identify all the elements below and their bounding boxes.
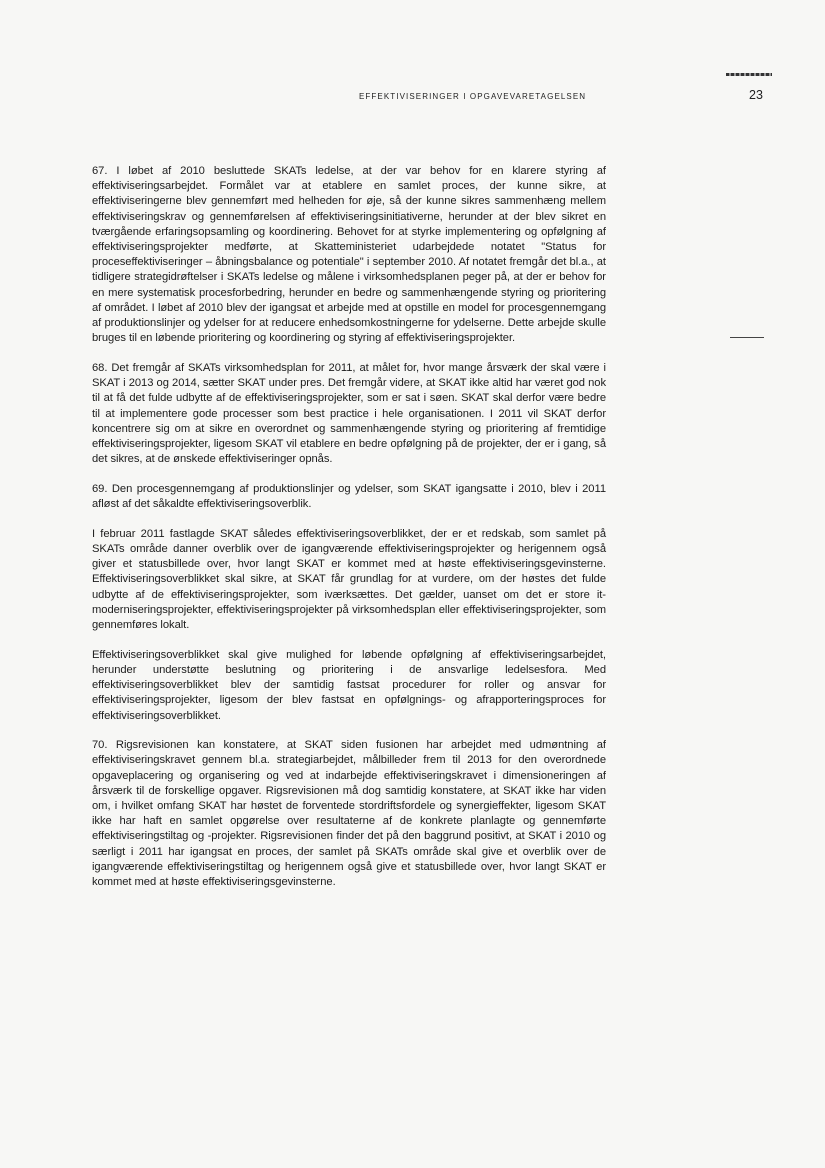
paragraph-67: 67. I løbet af 2010 besluttede SKATs ledelse, at der var behov for en klarere styring af effektiviseringsarbejdet. Formålet var at etablere en samlet proces, der kunne sikre, at effektiviseringerne blev gennemført med helheden for øje, så der kunne sikres sammenhæng mellem effektiviseringskrav og gennemførelsen af effektiviseringsinitiativerne, herunder at der blev sikret en tværgående erfaringsopsamling og koordinering. Behovet for at styrke implementering og opfølgning af effektiviseringsprojekter medførte, at Skatteministeriet udarbejdede notatet "Status for proceseffektiviseringer – åbningsbalance og potentiale" i september 2010. Af notatet fremgår det bl.a., at tidligere strategidrøftelser i SKATs ledelse og målene i virksomhedsplanen peger på, at der er behov for en mere systematisk procesforbedring, herunder en bedre og sammenhængende styring og prioritering af området. I løbet af 2010 blev der igangsat et arbejde med at opstille en model for procesgennemgang af produktionslinjer og ydelser for at reducere enhedsomkostningerne for ydelserne. Dette arbejde skulle bruges til en løbende prioritering og koordinering og styring af effektiviseringsprojekter. bbox=[92, 165, 606, 345]
running-header: EFFEKTIVISERINGER I OPGAVEVARETAGELSEN bbox=[359, 92, 587, 101]
scan-registration-mark bbox=[726, 73, 772, 76]
page-number: 23 bbox=[749, 88, 763, 102]
margin-line bbox=[730, 337, 764, 338]
paragraph-69-followup: Effektiviseringsoverblikket skal give mulighed for løbende opfølgning af effektiviseringsarbejdet, herunder understøtte beslutning og prioritering i de ansvarlige ledelsesfora. Med effektiviseringsoverblikket blev der samtidig fastsat procedurer for roller og ansvar for effektiviseringsprojekter, ligesom der blev fastsat en opfølgnings- og afrapporteringsproces for effektiviseringsoverblikket. bbox=[92, 648, 606, 722]
paragraph-69-overview: I februar 2011 fastlagde SKAT således effektiviseringsoverblikket, der er et redskab, som samlet på SKATs område danner overblik over de igangværende effektiviseringsprojekter og herigennem også giver et statusbillede over, hvor langt SKAT er kommet med at høste effektiviseringsgevinsterne. Effektiviseringsoverblikket skal sikre, at SKAT får grundlag for at vurdere, om der høstes det fulde udbytte af de effektiviseringsprojekter, som iværksættes. Det gælder, uanset om det er store it-moderniseringsprojekter, effektiviseringsprojekter på virksomhedsplan eller effektiviseringsprojekter, som gennemføres lokalt. bbox=[92, 527, 606, 631]
paragraph-70: 70. Rigsrevisionen kan konstatere, at SKAT siden fusionen har arbejdet med udmøntning af effektiviseringskravet gennem bl.a. strategiarbejdet, målbilleder frem til 2013 for den overordnede opgaveplacering og organisering og ved at indarbejde effektiviseringskravet i dimensioneringen af årsværk til de forskellige opgaver. Rigsrevisionen må dog samtidig konstatere, at SKAT ikke har viden om, i hvilket omfang SKAT har høstet de forventede stordriftsfordele og synergieffekter, ligesom SKAT ikke har haft en samlet opgørelse over resultaterne af de konkrete planlagte og gennemførte effektiviseringstiltag og -projekter. Rigsrevisionen finder det på den baggrund positivt, at SKAT i 2010 og særligt i 2011 har igangsat en proces, der samlet på SKATs område skal give et overblik over de igangværende effektiviseringstiltag og herigennem også give et statusbillede over, hvor langt SKAT er kommet med at høste effektiviseringsgevinsterne. bbox=[92, 739, 606, 889]
paragraph-69: 69. Den procesgennemgang af produktionslinjer og ydelser, som SKAT igangsatte i 2010, blev i 2011 afløst af det såkaldte effektiviseringsoverblik. bbox=[92, 482, 606, 511]
body-text bbox=[92, 164, 606, 905]
paragraph-68: 68. Det fremgår af SKATs virksomhedsplan for 2011, at målet for, hvor mange årsværk der skal være i SKAT i 2013 og 2014, sætter SKAT under pres. Det fremgår videre, at SKAT ikke altid har været god nok til at få det fulde udbytte af de effektiviseringsprojekter, som er sat i søen. SKAT skal derfor være bedre til at implementere gode processer som best practice i hele organisationen. I 2011 vil SKAT derfor koncentrere sig om at sikre en overordnet og sammenhængende styring og prioritering af fremtidige effektiviseringsprojekter, ligesom SKAT vil etablere en bedre opfølgning på de projekter, der er i gang, så det sikres, at de ønskede effektiviseringer opnås. bbox=[92, 361, 606, 466]
